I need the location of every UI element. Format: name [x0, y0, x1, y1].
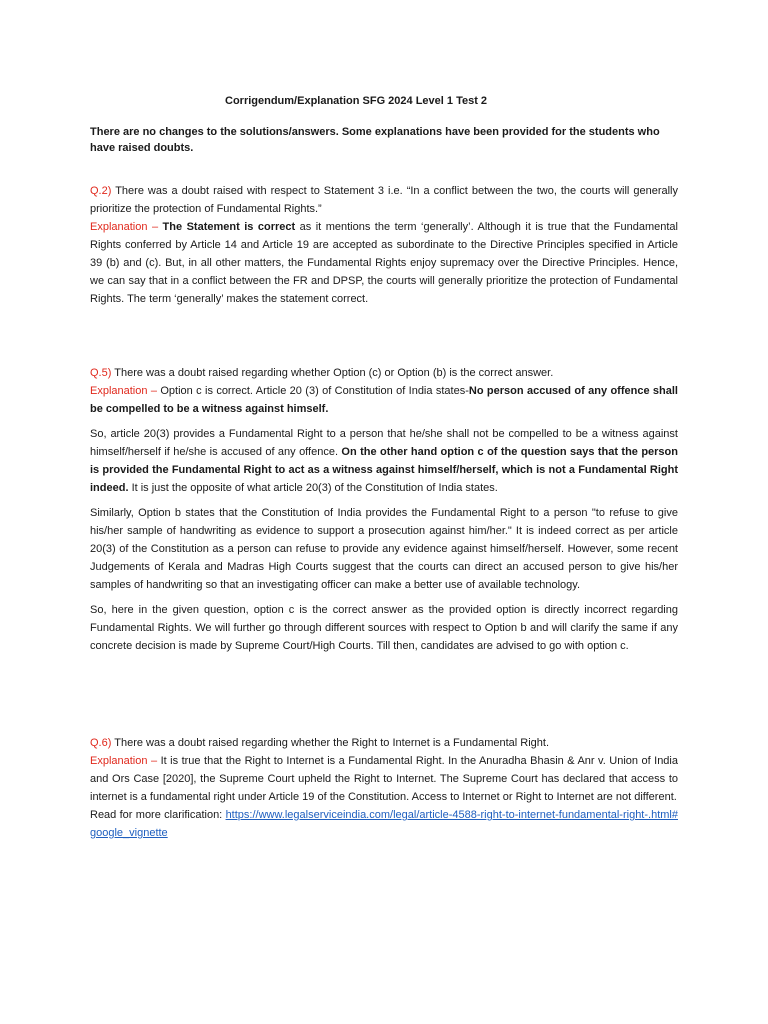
q6-label: Q.6): [90, 737, 112, 749]
q6-explanation-text: It is true that the Right to Internet is a Fundamental Right. In the Anuradha Bhasin & Anr v. Union of India and Ors Case [2020], the Supreme Court upheld the Right to Internet. The Supreme Court has declared that access to internet is a fundamental right under Article 19 of the Constitution. Access to Internet or Right to Internet are not different.: [90, 755, 678, 803]
question-6-section: [90, 734, 678, 842]
q6-read-more-text: Read for more clarification:: [90, 809, 226, 821]
q5-p2-bold: On the other hand option c of the question says that the person is provided the Fundamental Right to act as a witness against himself/herself, which is not a Fundamental Right indeed.: [90, 446, 678, 494]
q6-doubt: [90, 734, 678, 752]
question-5-section: [90, 364, 678, 655]
q2-doubt: [90, 182, 678, 218]
q6-reference-link[interactable]: https://www.legalserviceindia.com/legal/article-4588-right-to-internet-fundamental-right-.html#google_vignette: [90, 809, 678, 839]
q5-explanation-text: Option c is correct. Article 20 (3) of Constitution of India states-: [156, 385, 469, 397]
q5-paragraph-2: [90, 425, 678, 497]
q2-explanation: [90, 218, 678, 308]
q2-label: Q.2): [90, 185, 112, 197]
question-2-section: [90, 182, 678, 308]
q2-doubt-text: There was a doubt raised with respect to Statement 3 i.e. “In a conflict between the two, the courts will generally prioritize the protection of Fundamental Rights.”: [90, 185, 678, 215]
q5-label: Q.5): [90, 367, 112, 379]
q5-p2-text: So, article 20(3) provides a Fundamental Right to a person that he/she shall not be compelled to be a witness against himself/herself if he/she is accused of any offence.: [90, 428, 678, 458]
q2-explanation-label: Explanation –: [90, 221, 159, 233]
q5-explanation-label: Explanation –: [90, 385, 157, 397]
q5-p2-tail: It is just the opposite of what article 20(3) of the Constitution of India states.: [128, 482, 498, 494]
q5-doubt-text: There was a doubt raised regarding whether Option (c) or Option (b) is the correct answer.: [111, 367, 554, 379]
q6-doubt-text: There was a doubt raised regarding whether the Right to Internet is a Fundamental Right.: [111, 737, 550, 749]
q2-explanation-bold: The Statement is correct: [158, 221, 296, 233]
q6-explanation-label: Explanation –: [90, 755, 158, 767]
q5-paragraph-4: So, here in the given question, option c is the correct answer as the provided option is directly incorrect regarding Fundamental Rights. We will further go through different sources with respect to Option b and will clarify the same if any concrete decision is made by Supreme Court/High Courts. Till then, candidates are advised to go with option c.: [90, 604, 678, 652]
document-title: Corrigendum/Explanation SFG 2024 Level 1 Test 2: [225, 95, 488, 107]
q5-explanation: [90, 382, 678, 418]
q5-paragraph-3: Similarly, Option b states that the Constitution of India provides the Fundamental Right to a person "to refuse to give his/her sample of handwriting as evidence to support a prosecution against him/her." It is indeed correct as per article 20(3) of the Constitution as a person can refuse to provide any evidence against himself/herself. However, some recent Judgements of Kerala and Madras High Courts suggest that the courts can direct an accused person to give his/her samples of handwriting so that an investigating officer can make a better use of available technology.: [90, 507, 678, 591]
q5-doubt: [90, 364, 678, 382]
q6-read-more: [90, 806, 678, 842]
notice-paragraph: There are no changes to the solutions/answers. Some explanations have been provided for the students who have raised doubts.: [90, 126, 660, 154]
q2-explanation-text: as it mentions the term ‘generally’. Although it is true that the Fundamental Rights conferred by Article 14 and Article 19 are accepted as subordinate to the Directive Principles specified in Article 39 (b) and (c). But, in all other matters, the Fundamental Rights enjoy supremacy over the Directive Principles. Hence, we can say that in a conflict between the FR and DPSP, the courts will generally prioritize the protection of Fundamental Rights. The term ‘generally’ makes the statement correct.: [90, 221, 678, 305]
q5-explanation-bold: No person accused of any offence shall be compelled to be a witness against himself.: [90, 385, 678, 415]
q6-explanation: [90, 752, 678, 806]
